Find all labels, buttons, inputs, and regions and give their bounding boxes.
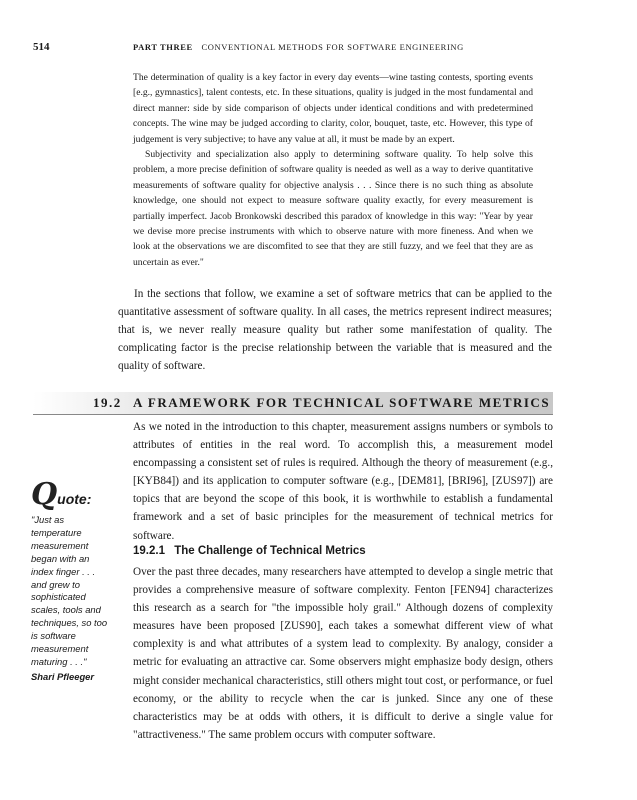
section-heading bbox=[33, 392, 553, 415]
subsection-heading bbox=[133, 545, 366, 557]
quote-label bbox=[31, 477, 131, 512]
intro-text bbox=[118, 285, 552, 375]
block-quote-paragraph: Subjectivity and specialization also apply to determining software quality. To help solve this problem, a more precise definition of software quality is needed as well as a way to derive quantitative measurements of software quality for objective analysis . . . Since there is no such thing as absolute knowledge, one should not expect to measure software quality exactly, for every measurement is partially imperfect. Jacob Bronkowski described this paradox of knowledge in this way: "Year by year we devise more precise instruments with which to observe nature with more fineness. And when we look at the observations we are discomfited to see that they are still fuzzy, and we feel that they are as uncertain as ever." bbox=[133, 149, 533, 268]
section-title: A FRAMEWORK FOR TECHNICAL SOFTWARE METRICS bbox=[133, 395, 551, 410]
part-label: PART THREE bbox=[133, 42, 193, 52]
section-number: 19.2 bbox=[93, 395, 122, 410]
subsection-number: 19.2.1 bbox=[133, 545, 165, 557]
block-quote-paragraph: The determination of quality is a key factor in every day events—wine tasting contests, sporting events [e.g., gymnastics], talent contests, etc. In these situations, quality is judged in the most fundamental and direct manner: side by side comparison of objects under identical conditions and with predetermined concepts. The wine may be judged according to clarity, color, bouquet, taste, etc. However, this type of judgement is very subjective; to have any value at all, it must be made by an expert. bbox=[133, 72, 533, 145]
subsection-paragraph: Over the past three decades, many researchers have attempted to develop a single metric that provides a comprehensive measure of software complexity. Fenton [FEN94] characterizes this research as a search for "the impossible holy grail." Although dozens of complexity measures have been proposed [ZUS90], each takes a somewhat different view of what complexity is and what attributes of a system lead to complexity. By analogy, consider a metric for evaluating an attractive car. Some observers might emphasize body design, others might consider mechanical characteristics, still others might tout cost, or performance, or fuel economy, or the ability to recycle when the car is junked. Since any one of these characteristics may be at odds with others, it is difficult to derive a single value for "attractiveness." The same problem occurs with computer software. bbox=[133, 566, 553, 741]
part-title: CONVENTIONAL METHODS FOR SOFTWARE ENGINEERING bbox=[201, 42, 464, 52]
quote-label-initial: Q bbox=[31, 477, 58, 512]
page-header bbox=[33, 41, 617, 57]
page-number: 514 bbox=[33, 41, 50, 53]
subsection-body bbox=[133, 563, 553, 744]
section-body bbox=[133, 418, 553, 545]
running-head bbox=[133, 42, 464, 52]
margin-quote-author: Shari Pfleeger bbox=[31, 670, 95, 682]
subsection-title: The Challenge of Technical Metrics bbox=[174, 545, 366, 557]
quote-label-rest: uote: bbox=[57, 491, 92, 507]
margin-quote-text: "Just as temperature measurement began with an index finger . . . and grew to sophisticated scales, tools and techniques, so too is software measurement maturing . . ." bbox=[31, 514, 108, 667]
intro-paragraph: In the sections that follow, we examine a set of software metrics that can be applied to the quantitative assessment of software quality. In all cases, the metrics represent indirect measures; that is, we never really measure quality but rather some manifestation of quality. The complicating factor is the precise relationship between the variable that is measured and the quality of software. bbox=[118, 288, 552, 373]
block-quote bbox=[133, 70, 533, 270]
margin-quote bbox=[31, 477, 131, 682]
section-paragraph: As we noted in the introduction to this chapter, measurement assigns numbers or symbols to attributes of entities in the real word. To accomplish this, a measurement model encompassing a consistent set of rules is required. Although the theory of measurement (e.g., [KYB84]) and its application to computer software (e.g., [DEM81], [BRI96], [ZUS97]) are topics that are beyond the scope of this book, it is worthwhile to establish a fundamental framework and a set of basic principles for the measurement of technical metrics for software. bbox=[133, 421, 553, 542]
